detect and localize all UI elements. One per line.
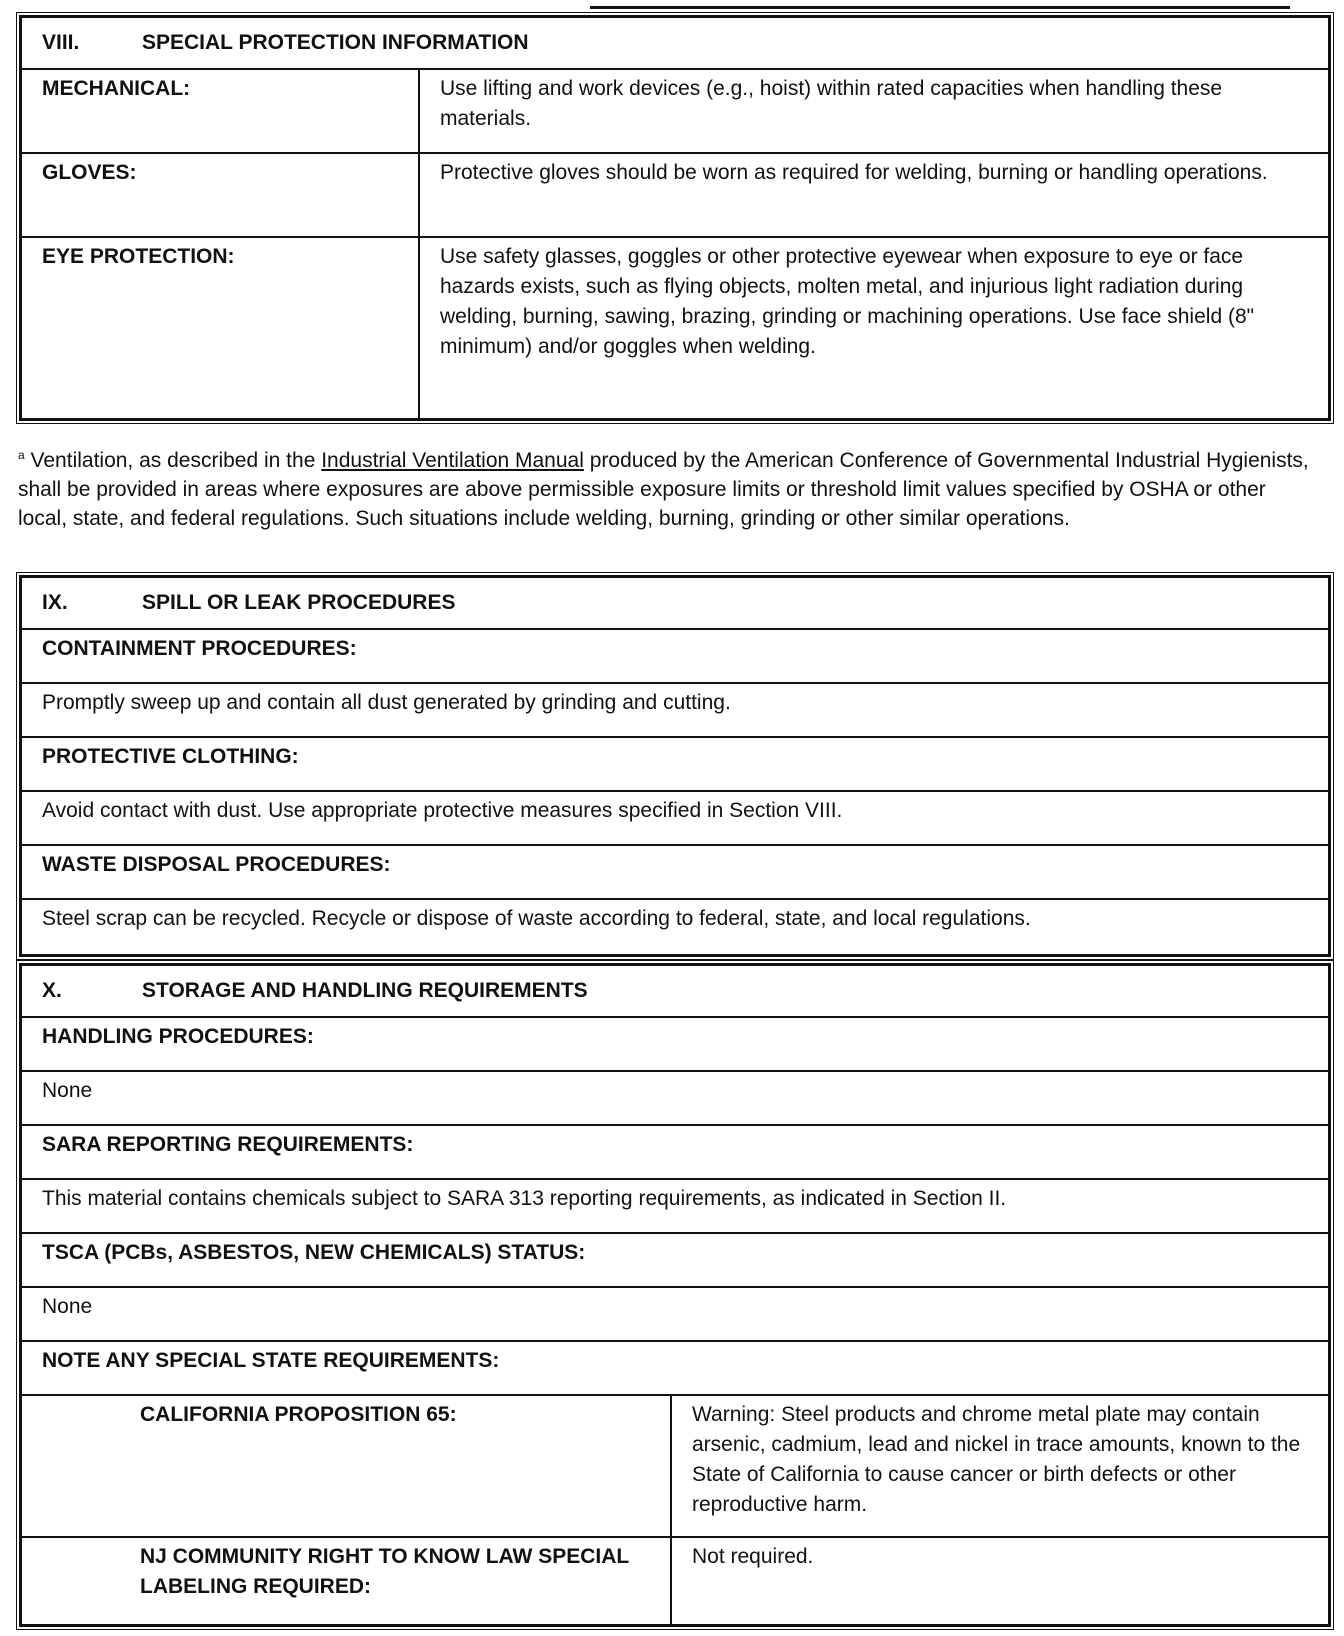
section-x-table — [20, 964, 1330, 1626]
eye-protection-label: EYE PROTECTION: — [21, 237, 419, 419]
mechanical-value: Use lifting and work devices (e.g., hoist) within rated capacities when handling these materials. — [419, 69, 1329, 153]
footnote-pre: Ventilation, as described in the — [24, 449, 322, 472]
gloves-value: Protective gloves should be worn as required for welding, burning or handling operations. — [419, 153, 1329, 237]
containment-label: CONTAINMENT PROCEDURES: — [21, 629, 1329, 683]
handling-procedures-value: None — [21, 1071, 1329, 1125]
tsca-status-value: None — [21, 1287, 1329, 1341]
footnote-marker: a — [18, 448, 25, 462]
eye-protection-value: Use safety glasses, goggles or other protective eyewear when exposure to eye or face hazards exists, such as flying objects, molten metal, and injurious light radiation during welding, burning, sawing, brazing, grinding or machining operations. Use face shield (8" minimum) and/or goggles when welding. — [419, 237, 1329, 419]
state-requirements-label: NOTE ANY SPECIAL STATE REQUIREMENTS: — [21, 1341, 1329, 1395]
section-viii-header — [21, 17, 1329, 69]
waste-disposal-label: WASTE DISPOSAL PROCEDURES: — [21, 845, 1329, 899]
gloves-label: GLOVES: — [21, 153, 419, 237]
gloves-row — [21, 153, 1329, 237]
mechanical-row — [21, 69, 1329, 153]
section-x-box — [16, 960, 1334, 1630]
section-ix-box — [16, 572, 1334, 960]
section-viii-table — [20, 16, 1330, 420]
top-rule — [590, 6, 1290, 9]
nj-right-to-know-label: NJ COMMUNITY RIGHT TO KNOW LAW SPECIAL LABELING REQUIRED: — [21, 1537, 671, 1625]
section-ix-header — [21, 577, 1329, 629]
handling-procedures-label: HANDLING PROCEDURES: — [21, 1017, 1329, 1071]
tsca-status-label: TSCA (PCBs, ASBESTOS, NEW CHEMICALS) STATUS: — [21, 1233, 1329, 1287]
california-prop65-value: Warning: Steel products and chrome metal plate may contain arsenic, cadmium, lead and nickel in trace amounts, known to the State of California to cause cancer or birth defects or other reproductive harm. — [671, 1395, 1329, 1537]
nj-right-to-know-row — [21, 1537, 1329, 1625]
section-x-number: X. — [42, 979, 62, 1002]
section-ix-title: SPILL OR LEAK PROCEDURES — [142, 591, 456, 614]
section-viii-title: SPECIAL PROTECTION INFORMATION — [142, 31, 529, 54]
nj-right-to-know-value: Not required. — [671, 1537, 1329, 1625]
sara-reporting-value: This material contains chemicals subject to SARA 313 reporting requirements, as indicated in Section II. — [21, 1179, 1329, 1233]
section-ix-table — [20, 576, 1330, 956]
california-prop65-row — [21, 1395, 1329, 1537]
eye-protection-row — [21, 237, 1329, 419]
protective-clothing-value: Avoid contact with dust. Use appropriate protective measures specified in Section VIII. — [21, 791, 1329, 845]
section-x-header — [21, 965, 1329, 1017]
containment-value: Promptly sweep up and contain all dust generated by grinding and cutting. — [21, 683, 1329, 737]
sara-reporting-label: SARA REPORTING REQUIREMENTS: — [21, 1125, 1329, 1179]
section-ix-number: IX. — [42, 591, 68, 614]
waste-disposal-value: Steel scrap can be recycled. Recycle or dispose of waste according to federal, state, and local regulations. — [21, 899, 1329, 955]
ventilation-footnote — [18, 446, 1318, 533]
footnote-post: produced by the American Conference of Governmental Industrial Hygienists, shall be provided in areas where exposures are above permissible exposure limits or threshold limit values specified by OSHA or other local, state, and federal regulations. Such situations include welding, burning, grinding or other similar operations. — [18, 449, 1309, 530]
protective-clothing-label: PROTECTIVE CLOTHING: — [21, 737, 1329, 791]
mechanical-label: MECHANICAL: — [21, 69, 419, 153]
section-viii-number: VIII. — [42, 31, 80, 54]
california-prop65-label: CALIFORNIA PROPOSITION 65: — [21, 1395, 671, 1537]
footnote-manual-title: Industrial Ventilation Manual — [321, 449, 584, 472]
section-viii-box — [16, 12, 1334, 424]
section-x-title: STORAGE AND HANDLING REQUIREMENTS — [142, 979, 588, 1002]
